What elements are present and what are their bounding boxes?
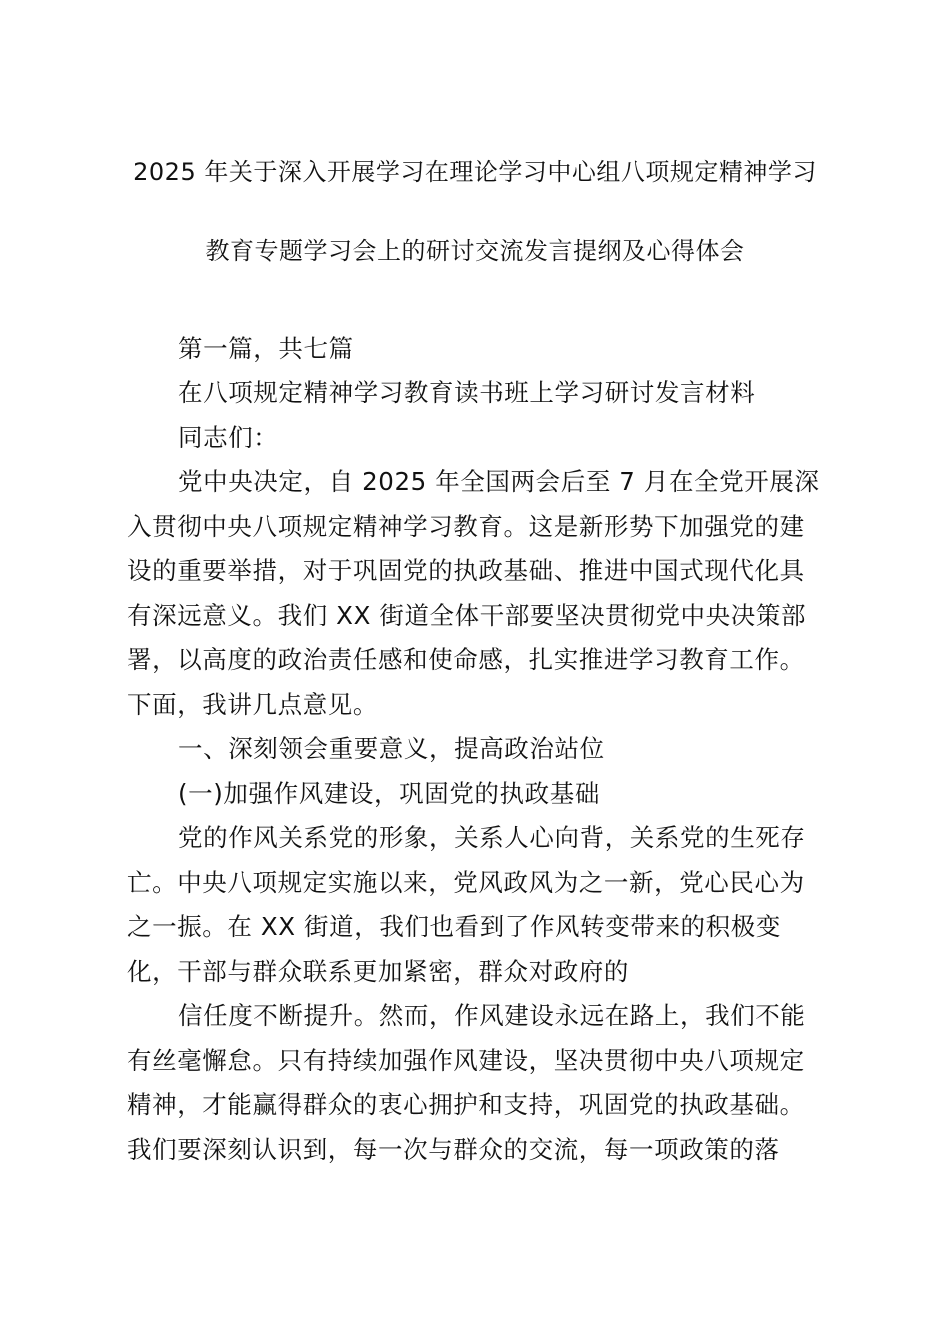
subsection-heading: (一)加强作风建设，巩固党的执政基础 (178, 779, 600, 808)
salutation: 同志们： (178, 423, 279, 452)
section-heading: 一、深刻领会重要意义，提高政治站位 (178, 734, 605, 763)
section-label: 第一篇，共七篇 (178, 334, 354, 363)
paragraph-line: 信任度不断提升。然而，作风建设永远在路上，我们不能 (178, 1001, 806, 1030)
paragraph-line: 之一振。在 XX 街道，我们也看到了作风转变带来的积极变 (127, 912, 781, 941)
paragraph-line: 有丝毫懈怠。只有持续加强作风建设，坚决贯彻中央八项规定 (127, 1046, 805, 1075)
paragraph-line: 下面，我讲几点意见。 (127, 690, 378, 719)
paragraph-line: 入贯彻中央八项规定精神学习教育。这是新形势下加强党的建 (127, 512, 805, 541)
subtitle-line: 在八项规定精神学习教育读书班上学习研讨发言材料 (178, 378, 756, 407)
paragraph-line: 有深远意义。我们 XX 街道全体干部要坚决贯彻党中央决策部 (127, 601, 807, 630)
paragraph-line: 党中央决定，自 2025 年全国两会后至 7 月在全党开展深 (178, 467, 820, 496)
paragraph-line: 署，以高度的政治责任感和使命感，扎实推进学习教育工作。 (127, 645, 805, 674)
paragraph-line: 我们要深刻认识到，每一次与群众的交流，每一项政策的落 (127, 1135, 780, 1164)
paragraph-line: 党的作风关系党的形象，关系人心向背，关系党的生死存 (178, 823, 806, 852)
document-title-line-2: 教育专题学习会上的研讨交流发言提纲及心得体会 (205, 237, 745, 265)
paragraph-line: 亡。中央八项规定实施以来，党风政风为之一新，党心民心为 (127, 868, 805, 897)
paragraph-line: 化，干部与群众联系更加紧密，群众对政府的 (127, 957, 629, 986)
paragraph-line: 精神，才能赢得群众的衷心拥护和支持，巩固党的执政基础。 (127, 1090, 805, 1119)
document-title-line-1: 2025 年关于深入开展学习在理论学习中心组八项规定精神学习 (133, 158, 817, 186)
paragraph-line: 设的重要举措，对于巩固党的执政基础、推进中国式现代化具 (127, 556, 805, 585)
